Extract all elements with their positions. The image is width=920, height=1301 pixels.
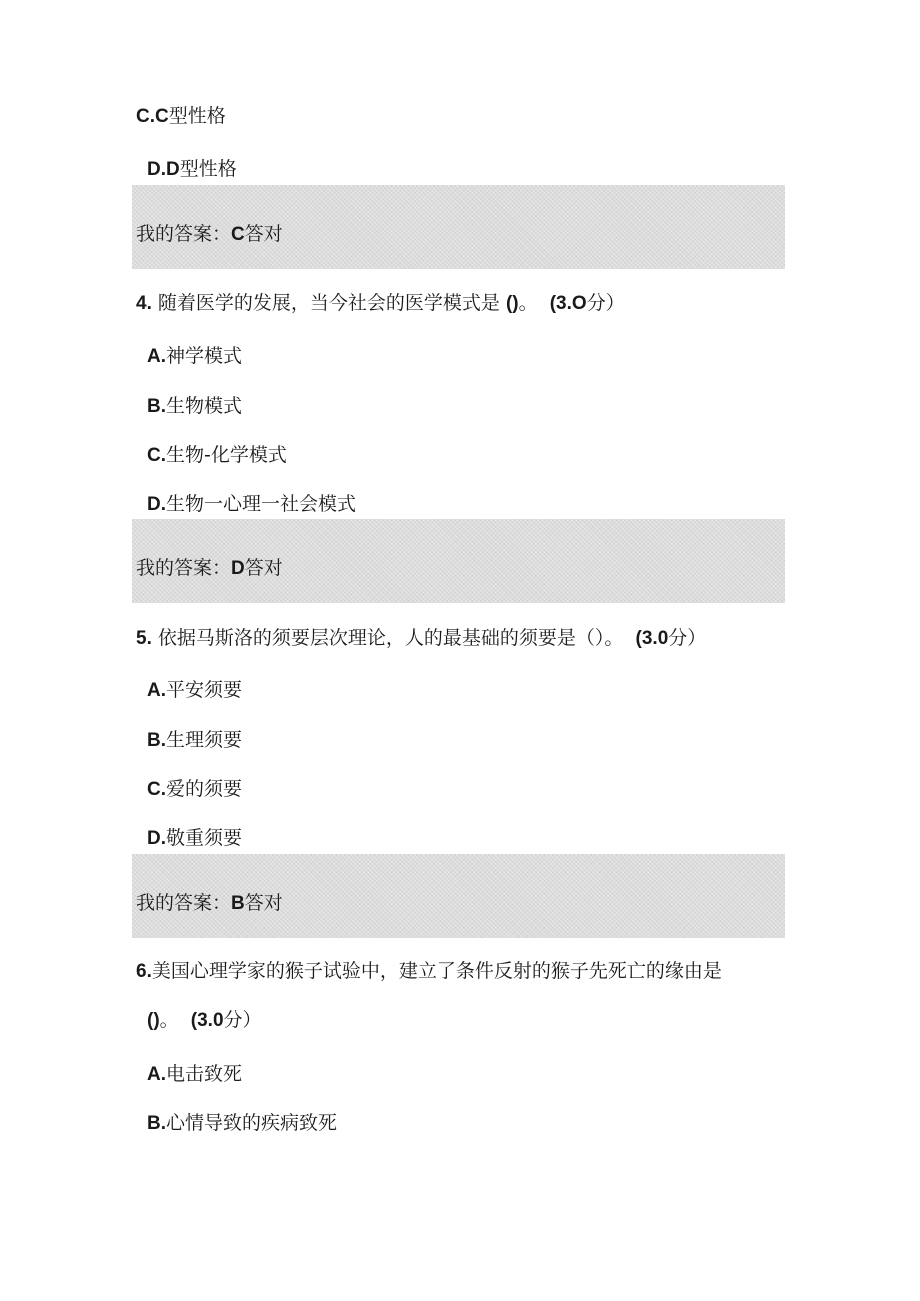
answer-result: 答对	[244, 223, 283, 245]
option-key: C.C	[136, 106, 169, 127]
answer-text	[136, 555, 283, 582]
q3-option-d	[147, 156, 237, 183]
question-paren: ()	[505, 293, 519, 314]
q5-answer-box	[132, 854, 785, 938]
q3-answer-box	[132, 185, 785, 269]
q4-option-c	[147, 442, 287, 469]
answer-label: 我的答案：	[136, 223, 232, 245]
option-text: 生物模式	[166, 395, 243, 417]
answer-label: 我的答案：	[136, 557, 232, 579]
question-tail: 。	[159, 1009, 179, 1031]
question-score: (3.0	[635, 628, 669, 649]
q4-option-d	[147, 491, 356, 518]
answer-key: C	[231, 224, 245, 245]
option-text: 敬重须要	[166, 827, 243, 849]
question-score-unit: 分）	[586, 292, 625, 314]
option-text: 型性格	[179, 158, 237, 180]
question-number: 4.	[136, 293, 152, 314]
question-number: 6.	[136, 961, 152, 982]
question-score: (3.O	[549, 293, 587, 314]
question-number: 5.	[136, 628, 152, 649]
q5-option-b	[147, 727, 242, 754]
q6-option-a	[147, 1061, 242, 1088]
option-key: D.	[147, 494, 166, 515]
option-key: C.	[147, 445, 166, 466]
question-text: 依据马斯洛的须要层次理论，人的最基础的须要是（）。	[157, 627, 624, 649]
option-text: 型性格	[168, 105, 226, 127]
option-key: B.	[147, 396, 166, 417]
option-key: C.	[147, 779, 166, 800]
option-text: 平安须要	[166, 679, 243, 701]
q4-option-a	[147, 343, 242, 370]
answer-text	[136, 221, 283, 248]
option-key: B.	[147, 1113, 166, 1134]
option-text: 生物一心理一社会模式	[166, 493, 357, 515]
question-text: 美国心理学家的猴子试验中，建立了条件反射的猴子先死亡的缘由是	[151, 960, 722, 982]
option-text: 心情导致的疾病致死	[166, 1112, 338, 1134]
q5-option-c	[147, 776, 242, 803]
q6-question-line2	[147, 1007, 262, 1034]
q5-option-a	[147, 677, 242, 704]
option-key: A.	[147, 1064, 166, 1085]
question-score-unit: 分）	[668, 627, 707, 649]
q5-option-d	[147, 825, 242, 852]
option-key: D.	[147, 828, 166, 849]
option-text: 生物-化学模式	[166, 444, 287, 466]
q4-question	[136, 290, 625, 317]
q3-option-c	[136, 103, 226, 130]
answer-result: 答对	[244, 557, 283, 579]
answer-key: D	[231, 558, 245, 579]
option-key: B.	[147, 730, 166, 751]
option-key: D.D	[147, 159, 180, 180]
q5-question	[136, 625, 706, 652]
option-text: 爱的须要	[166, 778, 243, 800]
answer-result: 答对	[244, 892, 283, 914]
question-paren: ()	[147, 1010, 160, 1031]
question-score: (3.0	[190, 1010, 224, 1031]
q6-option-b	[147, 1110, 337, 1137]
answer-label: 我的答案：	[136, 892, 232, 914]
option-text: 生理须要	[166, 729, 243, 751]
q4-option-b	[147, 393, 242, 420]
option-text: 神学模式	[166, 345, 243, 367]
question-score-unit: 分）	[223, 1009, 262, 1031]
question-tail: 。	[518, 292, 538, 314]
q6-question-line1	[136, 958, 722, 985]
question-text: 随着医学的发展，当今社会的医学模式是	[157, 292, 500, 314]
option-key: A.	[147, 346, 166, 367]
q4-answer-box	[132, 519, 785, 603]
option-text: 电击致死	[166, 1063, 243, 1085]
answer-text	[136, 890, 283, 917]
option-key: A.	[147, 680, 166, 701]
answer-key: B	[231, 893, 245, 914]
